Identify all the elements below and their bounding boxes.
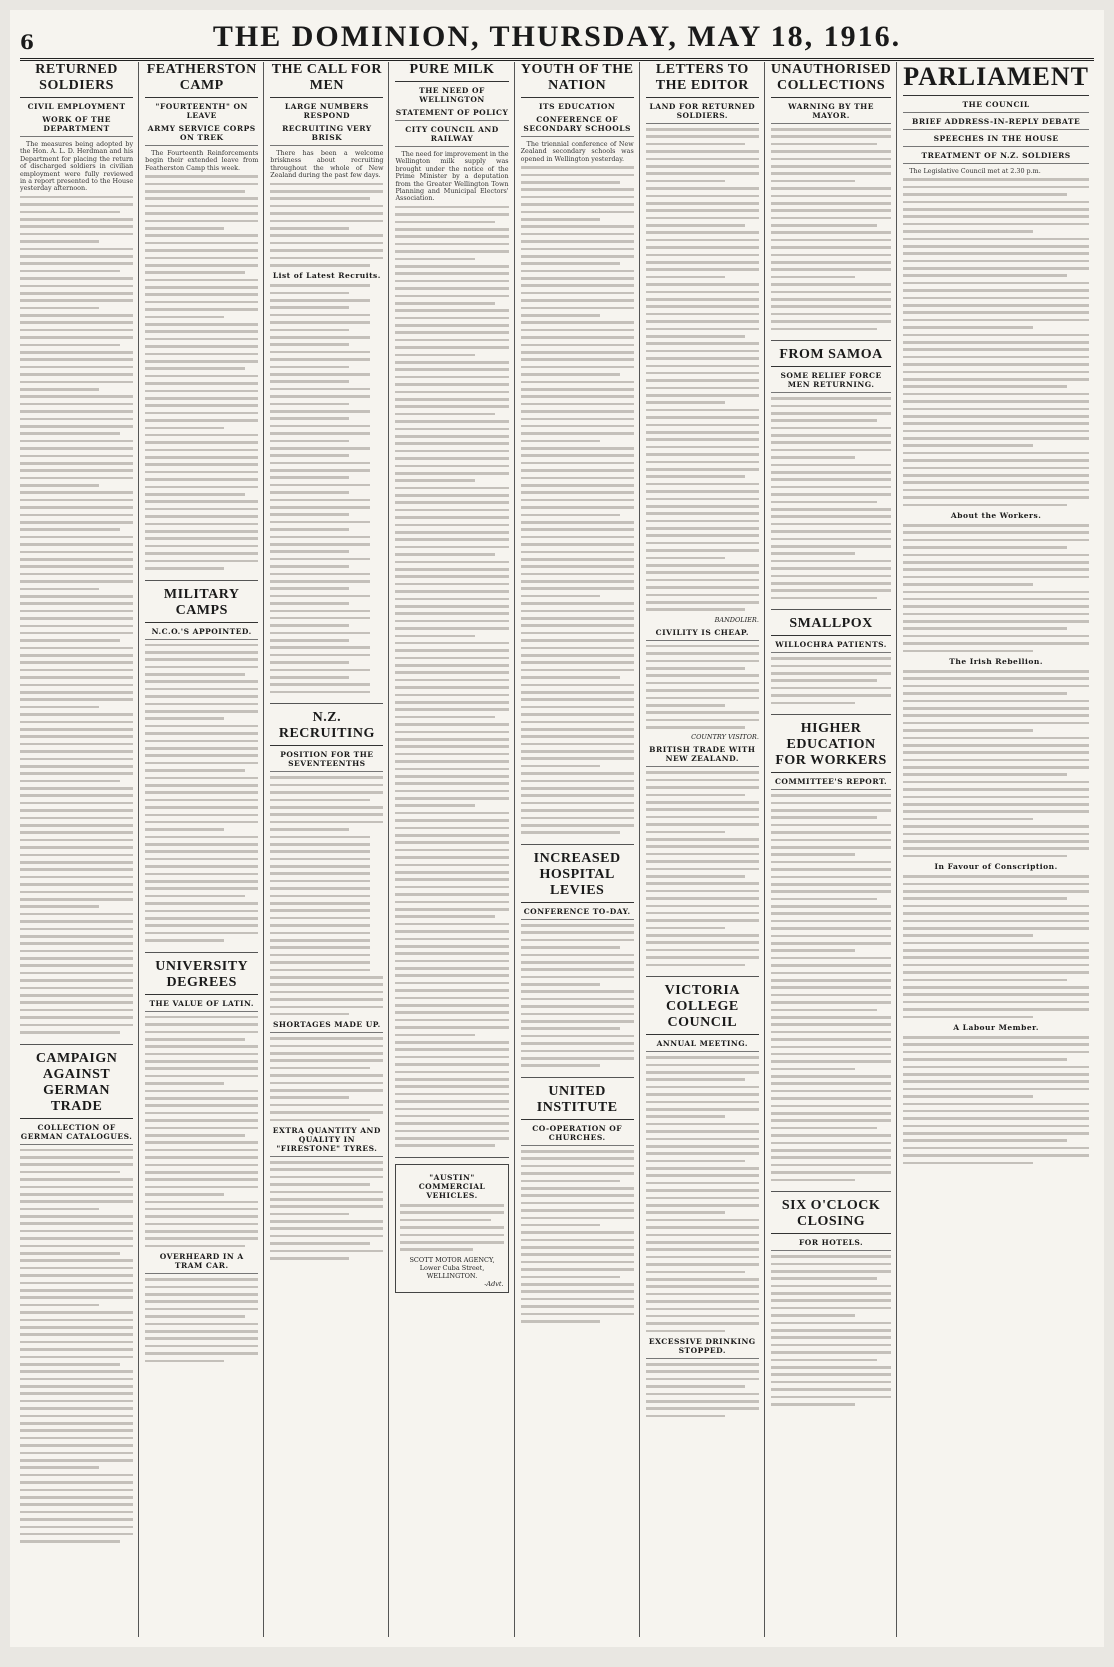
body-text [270,776,383,1015]
article-from-samoa [771,347,891,599]
letter-signature: COUNTRY VISITOR. [691,733,759,742]
headline: YOUTH OF THE NATION [521,62,634,98]
subheadline: EXCESSIVE DRINKING STOPPED. [646,1337,759,1359]
body-text [395,206,508,1147]
article-higher-education [771,721,891,1181]
article-nz-recruiting [270,710,383,1259]
headline: INCREASED HOSPITAL LEVIES [521,851,634,903]
columns [20,62,1094,1637]
headline: SMALLPOX [771,616,891,636]
subheadline: ANNUAL MEETING. [646,1039,759,1052]
page-title: THE DOMINION, THURSDAY, MAY 18, 1916. [212,20,902,53]
headline: MILITARY CAMPS [145,587,258,623]
subheadline: List of Latest Recruits. [272,271,381,281]
subheadline: WORK OF THE DEPARTMENT [20,115,133,137]
subheadline: STATEMENT OF POLICY [395,108,508,121]
body-text [20,196,133,1034]
body-text [270,183,383,267]
article-unauthorised-collections [771,62,891,330]
letter-signature: BANDOLIER. [714,615,759,624]
subheadline: THE COUNCIL [903,100,1089,113]
subheadline: ITS EDUCATION [539,102,616,111]
column-1 [20,62,139,1637]
article-lead: The Legislative Council met at 2.30 p.m. [909,167,1041,175]
subheadline: BRIEF ADDRESS-IN-REPLY DEBATE [903,117,1089,130]
article-lead: The measures being adopted by the Hon. A. L. D. Herdman and his Department for placing the return of discharged soldiers in civilian employment were fully reviewed in a report presented to the House yesterday afternoon. [20,140,134,193]
body-text [903,178,1089,506]
newspaper-page [10,10,1104,1647]
subheadline: CONFERENCE TO-DAY. [521,907,634,920]
body-text [145,1278,258,1362]
subheadline: THE NEED OF WELLINGTON [419,86,485,104]
column-7 [771,62,897,1637]
body-text [20,1149,133,1543]
body-text [145,1016,258,1248]
column-3 [270,62,389,1637]
body-text [771,128,891,330]
headline: UNIVERSITY DEGREES [145,959,258,995]
column-4 [395,62,514,1637]
article-lead: The need for improvement in the Wellington milk supply was brought under the notice of the Prime Minister by a deputation from the Greater Wellington Town Planning and Municipal Electors' Association. [395,150,509,203]
article-returned-soldiers [20,62,133,1034]
headline: FROM SAMOA [771,347,891,367]
article-university-degrees [145,959,258,1362]
body-text [646,645,759,729]
body-text [903,524,1089,652]
body-text [270,1037,383,1121]
body-text [771,1255,891,1405]
ad-mark: -Advt. [484,1279,504,1288]
subheadline: CONFERENCE OF SECONDARY SCHOOLS [521,115,634,137]
subheadline: COLLECTION OF GERMAN CATALOGUES. [20,1123,133,1145]
article-parliament [903,62,1089,1164]
subheadline: LARGE NUMBERS RESPOND [284,102,369,120]
body-text [145,175,258,569]
ad-address: Lower Cuba Street, WELLINGTON. [419,1263,485,1280]
body-text [270,1161,383,1260]
headline: PARLIAMENT [903,62,1089,96]
body-text [646,1056,759,1332]
subheadline: The Irish Rebellion. [949,657,1043,667]
ad-agent: SCOTT MOTOR AGENCY, [409,1255,495,1264]
headline: LETTERS TO THE EDITOR [646,62,759,98]
article-six-oclock-closing [771,1198,891,1405]
advertisement [395,1164,508,1293]
article-lead: The triennial conference of New Zealand secondary schools was opened in Wellington yesterday. [520,140,634,163]
article-victoria-college [646,983,759,1417]
subheadline: BRITISH TRADE WITH NEW ZEALAND. [646,745,759,767]
subheadline: CO-OPERATION OF CHURCHES. [521,1124,634,1146]
body-text [646,1363,759,1417]
headline: VICTORIA COLLEGE COUNCIL [646,983,759,1035]
subheadline: ARMY SERVICE CORPS ON TREK [145,124,258,146]
recruit-list [270,284,383,693]
headline: SIX O'CLOCK CLOSING [771,1198,891,1234]
subheadline: CIVIL EMPLOYMENT [27,102,126,111]
subheadline: SOME RELIEF FORCE MEN RETURNING. [771,371,891,393]
body-text [145,644,258,942]
body-text [903,1036,1089,1164]
page-number: 6 [20,30,34,54]
subheadline: In Favour of Conscription. [934,862,1058,872]
masthead [20,14,1094,61]
subheadline: WILLOCHRA PATIENTS. [771,640,891,653]
body-text [771,397,891,599]
subheadline: "FOURTEENTH" ON LEAVE [155,102,248,120]
article-hospital-levies [521,851,634,1067]
article-youth-of-nation [521,62,634,834]
article-featherston [145,62,258,570]
headline: HIGHER EDUCATION FOR WORKERS [771,721,891,773]
body-text [903,670,1089,857]
article-lead: The Fourteenth Reinforcements begin their extended leave from Featherston Camp this week. [145,149,259,172]
article-united-institute [521,1084,634,1323]
column-8 [903,62,1094,1637]
headline: UNAUTHORISED COLLECTIONS [771,62,891,98]
body-text [903,875,1089,1018]
headline: PURE MILK [395,62,508,82]
headline: CAMPAIGN AGAINST GERMAN TRADE [20,1051,133,1119]
article-letters [646,62,759,966]
column-5 [521,62,640,1637]
ad-body [400,1204,503,1251]
headline: UNITED INSTITUTE [521,1084,634,1120]
subheadline: COMMITTEE'S REPORT. [771,777,891,790]
body-text [771,657,891,704]
headline: RETURNED SOLDIERS [20,62,133,98]
subheadline: About the Workers. [950,510,1042,520]
body-text [646,771,759,966]
subheadline: POSITION FOR THE SEVENTEENTHS [270,750,383,772]
subheadline: SHORTAGES MADE UP. [270,1020,383,1033]
subheadline: RECRUITING VERY BRISK [270,124,383,146]
body-text [771,794,891,1181]
subheadline: N.C.O.'S APPOINTED. [145,627,258,640]
subheadline: LAND FOR RETURNED SOLDIERS. [646,102,759,124]
body-text [521,924,634,1067]
article-lead: There has been a welcome briskness about recruiting throughout the whole of New Zealand during the past few days. [270,149,384,180]
subheadline: TREATMENT OF N.Z. SOLDIERS [903,151,1089,164]
subheadline: WARNING BY THE MAYOR. [771,102,891,124]
subheadline: SPEECHES IN THE HOUSE [903,134,1089,147]
article-pure-milk [395,62,508,1147]
headline: FEATHERSTON CAMP [145,62,258,98]
body-text [521,166,634,834]
subheadline: A Labour Member. [953,1022,1039,1032]
subheadline: FOR HOTELS. [771,1238,891,1251]
subheadline: THE VALUE OF LATIN. [145,999,258,1012]
body-text [646,128,759,611]
column-2 [145,62,264,1637]
article-call-for-men [270,62,383,693]
subheadline: CITY COUNCIL AND RAILWAY [395,125,508,147]
subheadline: EXTRA QUANTITY AND QUALITY IN "FIRESTONE" TYRES. [270,1126,383,1157]
headline: N.Z. RECRUITING [270,710,383,746]
article-military-camps [145,587,258,942]
body-text [521,1150,634,1323]
subheadline: CIVILITY IS CHEAP. [646,628,759,641]
ad-title: "AUSTIN" COMMERCIAL VEHICLES. [418,1173,486,1201]
article-german-trade [20,1051,133,1543]
subheadline: OVERHEARD IN A TRAM CAR. [145,1252,258,1274]
article-smallpox [771,616,891,704]
headline: THE CALL FOR MEN [270,62,383,98]
column-6 [646,62,765,1637]
